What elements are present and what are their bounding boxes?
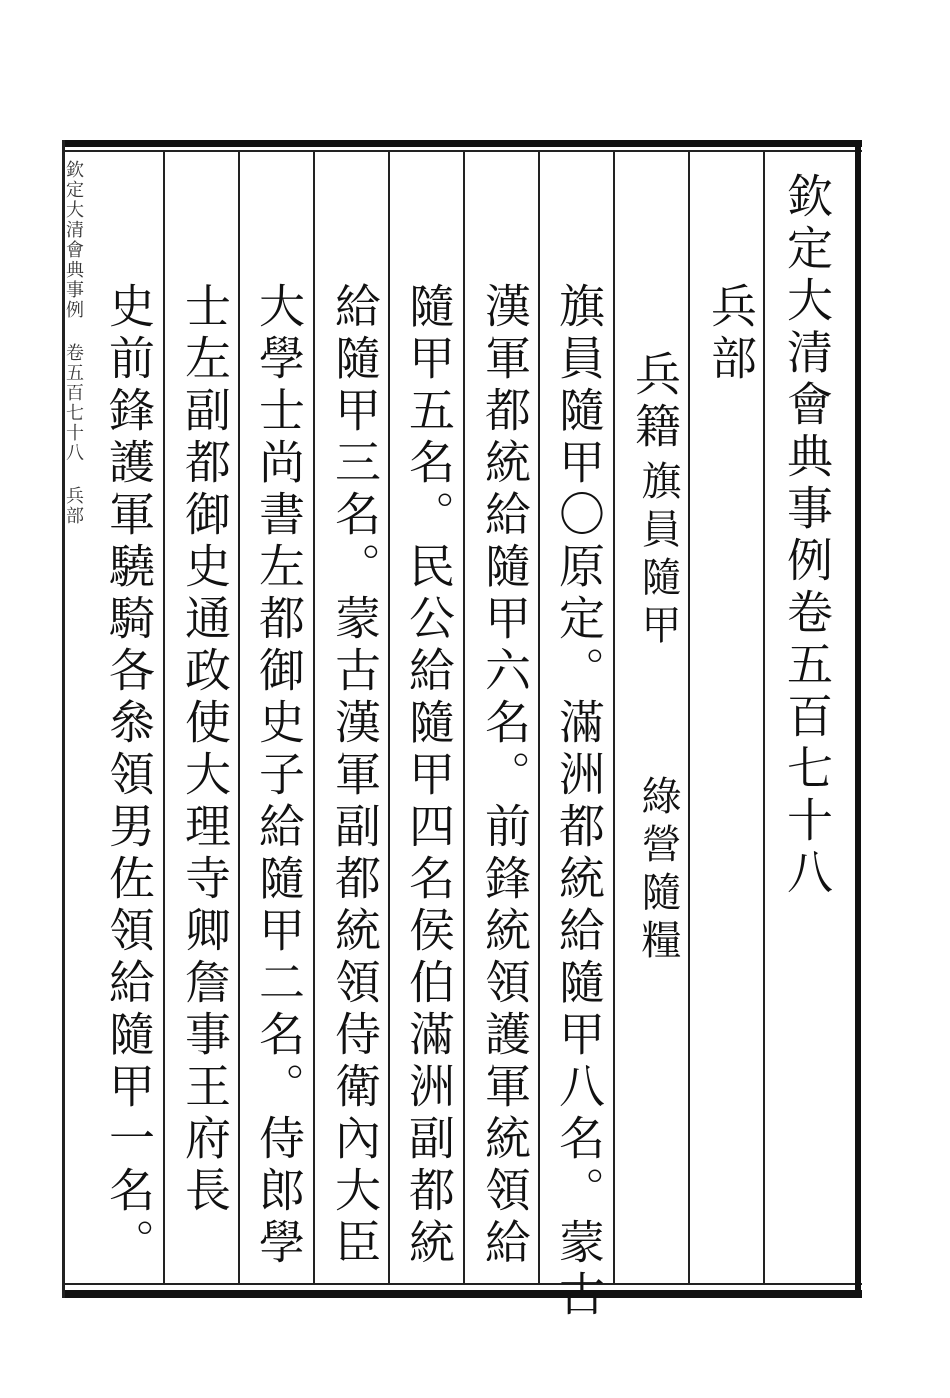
column-rule	[163, 152, 165, 1284]
body-line: 旗員隨甲〇原定。滿洲都統給隨甲八名。蒙古	[552, 282, 606, 1322]
column-rule	[238, 152, 240, 1284]
body-line: 史前鋒護軍驍騎各叅領男佐領給隨甲一名。	[102, 282, 156, 1270]
department-heading: 兵部	[704, 282, 758, 386]
frame-right-border	[855, 140, 861, 1298]
body-line: 大學士尚書左都御史子給隨甲二名。侍郎學	[252, 282, 306, 1270]
gutter-margin-text: 欽定大清會典事例 卷五百七十八 兵部	[63, 160, 84, 526]
column-rule	[538, 152, 540, 1284]
frame-top-inner-border	[62, 150, 862, 152]
column-rule	[613, 152, 615, 1284]
body-line: 漢軍都統給隨甲六名。前鋒統領護軍統領給	[478, 282, 532, 1270]
book-title: 欽定大清會典事例卷五百七十八	[780, 172, 834, 900]
subsection-heading: 旗員隨甲	[635, 460, 681, 652]
frame-bottom-inner-border	[62, 1283, 862, 1285]
body-line: 隨甲五名。民公給隨甲四名侯伯滿洲副都統	[402, 282, 456, 1270]
frame-top-border	[62, 140, 862, 147]
section-heading: 兵籍	[628, 350, 682, 454]
column-rule	[763, 152, 765, 1284]
column-rule	[313, 152, 315, 1284]
column-rule	[463, 152, 465, 1284]
column-rule	[688, 152, 690, 1284]
subsubsection-heading: 綠營隨糧	[635, 775, 681, 967]
frame-bottom-border	[62, 1290, 862, 1298]
body-line: 士左副都御史通政使大理寺卿詹事王府長	[178, 282, 232, 1218]
body-line: 給隨甲三名。蒙古漢軍副都統領侍衛內大臣	[328, 282, 382, 1270]
column-rule	[388, 152, 390, 1284]
